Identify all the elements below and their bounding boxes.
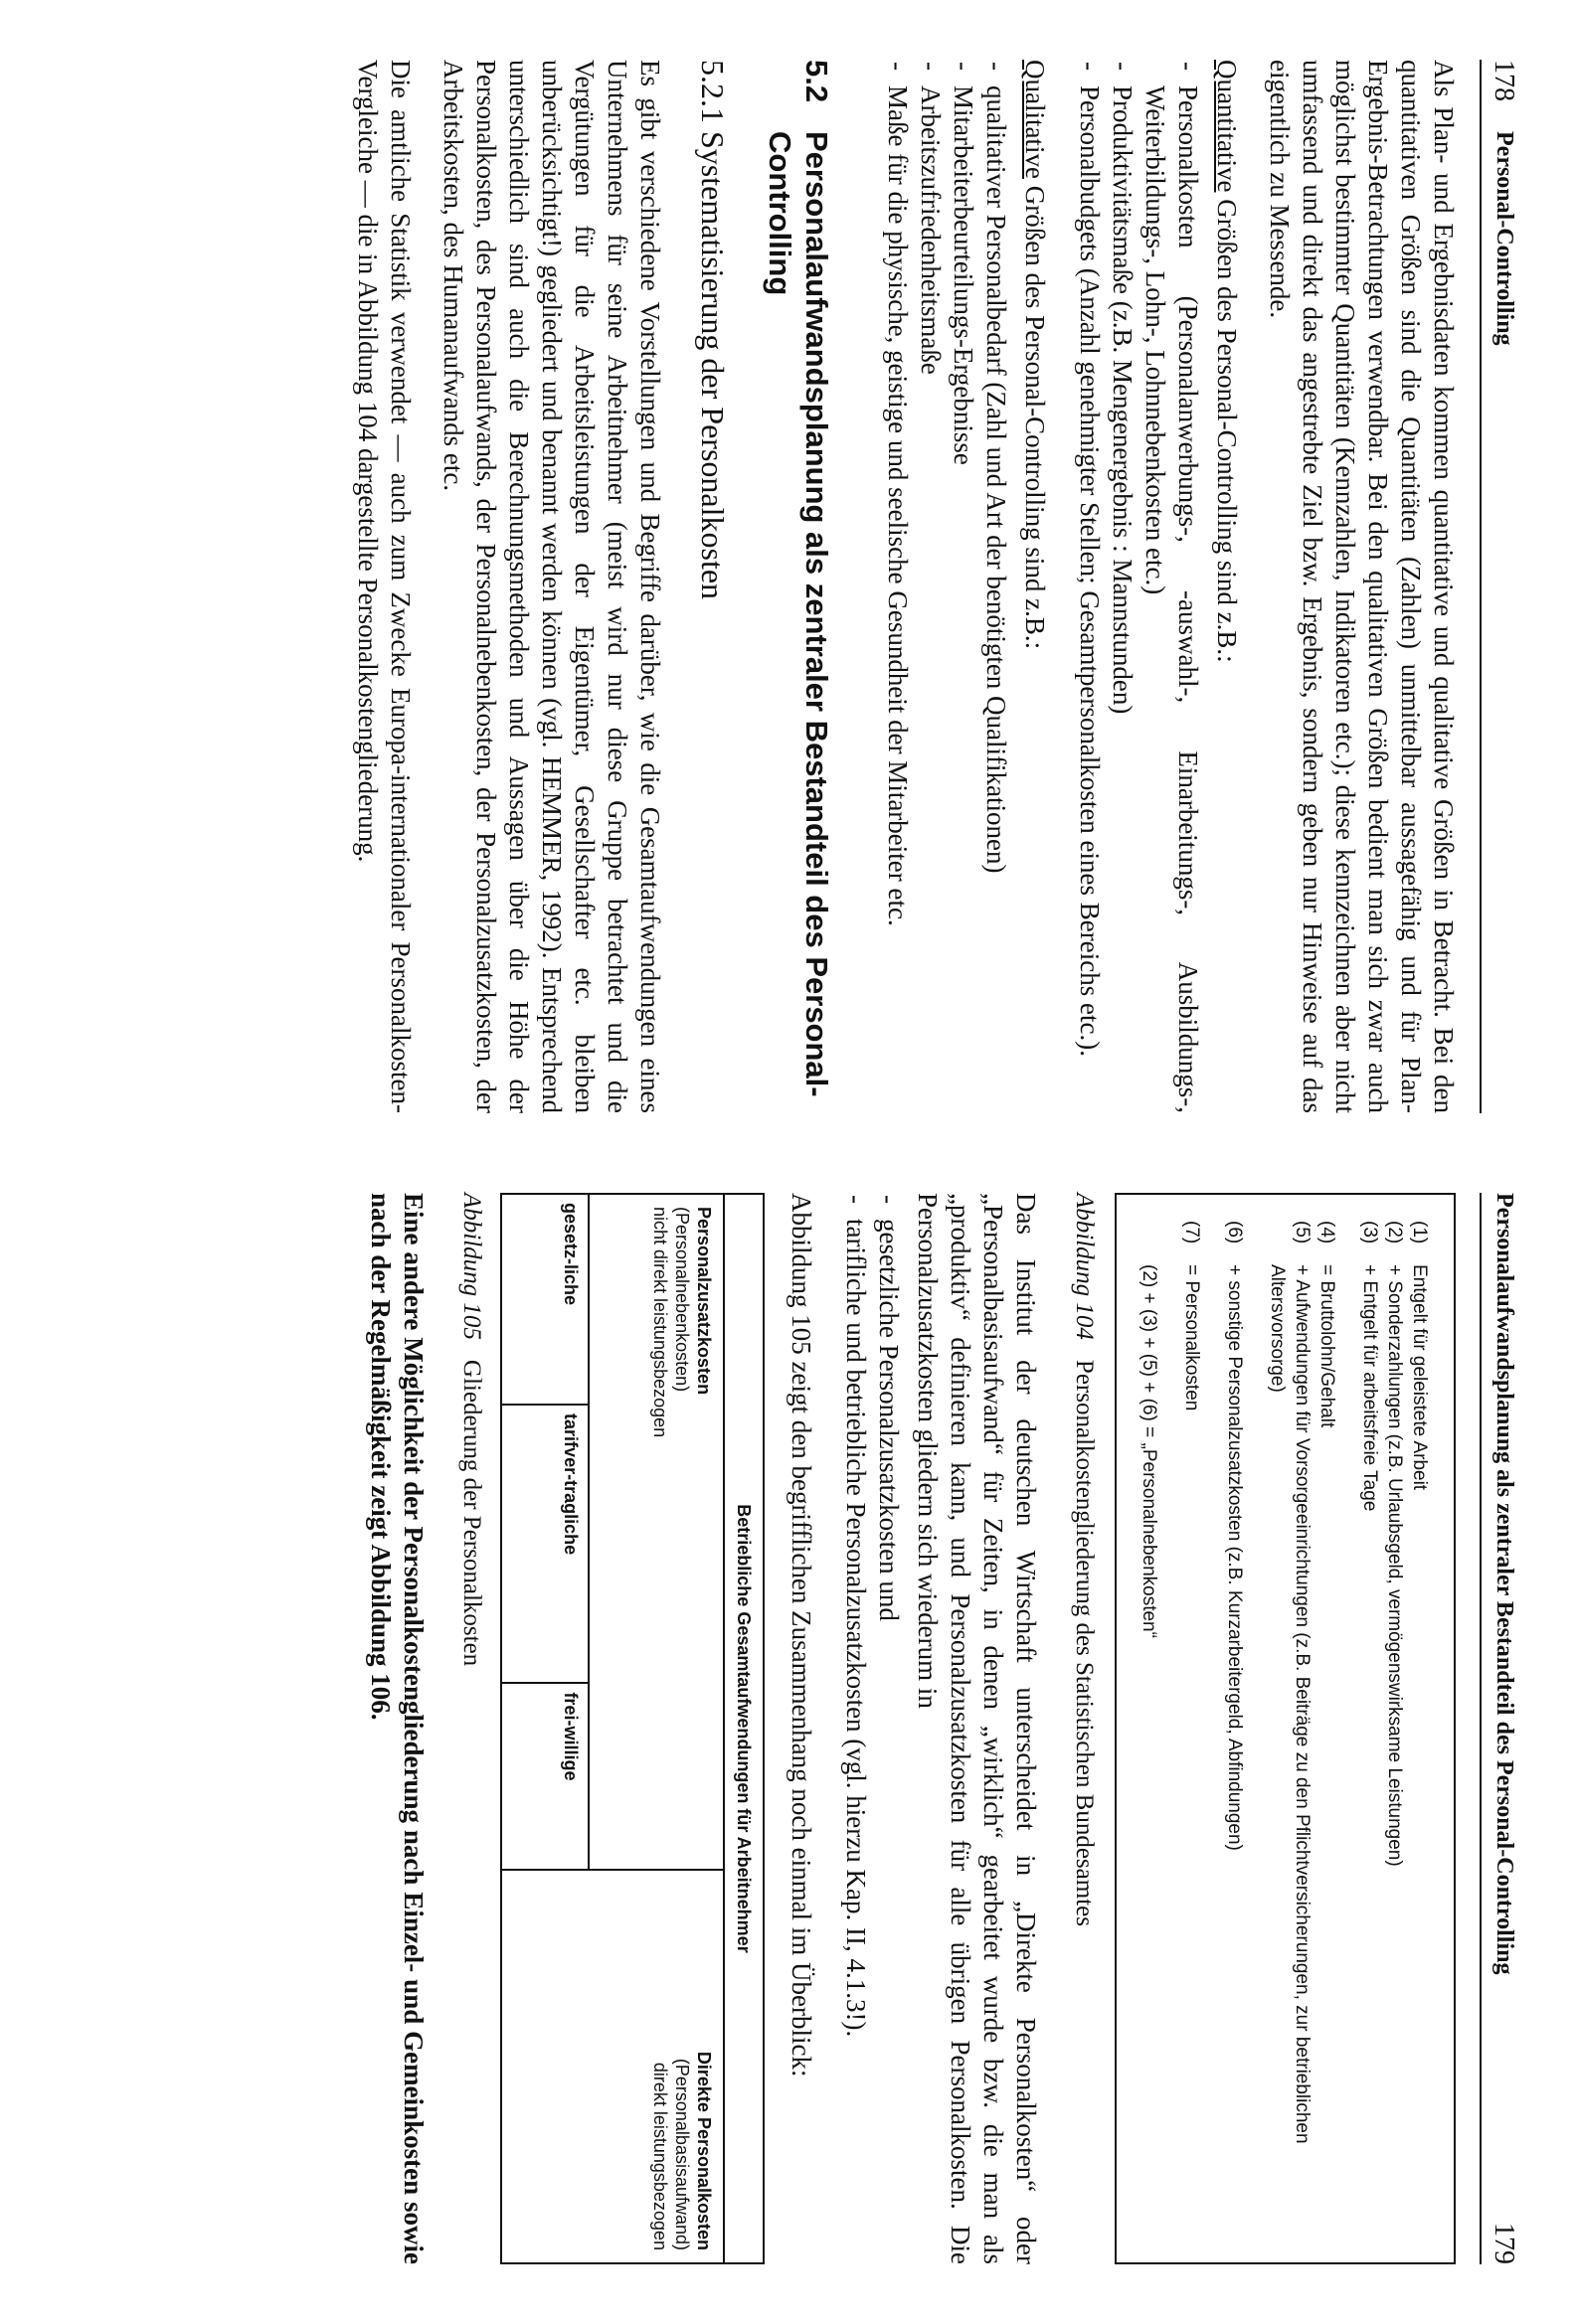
row-number: (7)	[1181, 1221, 1202, 1245]
qualitative-term: Qualitative	[1020, 60, 1050, 179]
row-number: (4)	[1316, 1221, 1337, 1245]
quantitative-term: Quantitative	[1212, 60, 1242, 193]
gesetzliche-cell: gesetz-liche	[501, 1194, 589, 1405]
box-row	[1179, 1221, 1204, 2237]
spacer	[1204, 1221, 1222, 2237]
row-text: + Aufwendungen für Vorsorgeeinrichtungen (z.B. Beiträge zu den Pflichtversicherungen, zur betrieblichen Altersvorsorge)	[1267, 1264, 1313, 2144]
row-number	[1137, 1221, 1161, 1264]
page-body	[331, 60, 1460, 1113]
tarifvertragliche-cell: tarifver-tragliche	[501, 1405, 589, 1683]
quantitative-intro	[1210, 60, 1243, 1113]
body-paragraph: Es gibt verschiedene Vorstellungen und Begriffe darüber, wie die Gesamtaufwendungen eines Unternehmens für seine Arbeitnehmer (meist wird nur diese Gruppe betrachtet und die Vergütungen für die Arbeitsleistungen der Eigentümer, Gesellschafter etc. bleiben unberücksichtigt!) gegliedert und benannt werden können (vgl. HEMMER, 1992). Entsprechend unterschiedlich sind auch die Berechnungsmethoden und Aussagen über die Höhe der Personalkosten, des Personalaufwands, der Personalnebenkosten, der Personalzusatzkosten, der Arbeitskosten, des Humanaufwands etc.	[438, 60, 665, 1113]
cell-note: direkt leistungsbezogen	[650, 2062, 670, 2250]
running-head: Personal-Controlling	[1491, 131, 1517, 346]
caption-text: Personalkostengliederung des Statistischen Bundesamtes	[1071, 1359, 1098, 1926]
list-item: - Maße für die physische, geistige und seelische Gesundheit der Mitarbeiter etc.	[881, 60, 914, 1113]
cell-subheading: (Personalbasisaufwand)	[672, 2058, 692, 2250]
table-title: Betriebliche Gesamtaufwendungen für Arbeitnehmer	[724, 1194, 764, 2263]
section-title: Personalaufwandsplanung als zentraler Bestandteil des Personal-Controlling	[763, 131, 834, 1097]
direkte-personalkosten-cell	[501, 1870, 724, 2263]
body-paragraph: Abbildung 105 zeigt den begrifflichen Zusammenhang noch einmal im Überblick:	[787, 1193, 816, 2077]
figure-104-caption	[1068, 1193, 1101, 2264]
freiwillige-cell: frei-willige	[501, 1683, 589, 1869]
qualitative-intro	[1018, 60, 1051, 1113]
section-number: 5.2	[799, 60, 834, 103]
list-item: - Personalbudgets (Anzahl genehmigter Stellen; Gesamtpersonalkosten eines Bereichs etc.).	[1073, 60, 1106, 1113]
cell-subheading: (Personalnebenkosten)	[672, 1207, 692, 1393]
list-item: - qualitativer Personalbedarf (Zahl und Art der benötigten Qualifikationen)	[979, 60, 1012, 1113]
row-text: = Bruttolohn/Gehalt	[1316, 1264, 1337, 1428]
spacer	[1247, 1221, 1265, 2237]
caption-text: Gliederung der Personalkosten	[458, 1359, 485, 1667]
row-text: (2) + (3) + (5) + (6) = „Personalnebenkosten“	[1139, 1264, 1159, 1638]
cell-note: nicht direkt leistungsbezogen	[650, 1207, 670, 1438]
subsection-number: 5.2.1	[695, 60, 731, 123]
list-item: - Arbeitszufriedenheitsmaße	[914, 60, 947, 1113]
row-text: + Entgelt für arbeitsfreie Tage	[1359, 1264, 1380, 1512]
list-item: - Produktivitätsmaße (z.B. Mengenergebnis : Mannstunden)	[1106, 60, 1139, 1113]
row-number: (6)	[1224, 1221, 1245, 1245]
running-head: Personalaufwandsplanung als zentraler Bestandteil des Personal-Controlling	[1491, 1193, 1517, 1975]
cell-heading: Direkte Personalkosten	[694, 2051, 714, 2250]
figure-105-caption	[455, 1193, 488, 2264]
page-number: 179	[1489, 2223, 1519, 2264]
intro-paragraph: Als Plan- und Ergebnisdaten kommen quantitative und qualitative Größen in Betracht. Bei den quantitativen Größen sind die Quantitäten (Zahlen) unmittelbar aussagefähig und für Plan-Ergebnis-Betrachtungen verwendbar. Bei den qualitativen Größen bedient man sich zwar auch möglichst bestimmter Quantitäten (Kennzahlen, Indikatoren etc.); diese kennzeichnen aber nicht umfassend und direkt das angestrebte Ziel bzw. Ergebnis, sondern geben nur Hinweise auf das eigentlich zu Messende.	[1265, 60, 1459, 1113]
row-text: Entgelt für geleistete Arbeit	[1409, 1264, 1430, 1491]
box-row	[1222, 1221, 1247, 2237]
row-text: = Personalkosten	[1181, 1264, 1202, 1411]
list-item: - Mitarbeiterbeurteilungs-Ergebnisse	[947, 60, 979, 1113]
row-number: (5)	[1292, 1221, 1313, 1245]
box-row	[1314, 1221, 1339, 2237]
page-header	[1480, 60, 1527, 1113]
list-item: - Personalkosten (Personalanwerbungs-, -auswahl-, Einarbeitungs-, Ausbildungs-, Weiterbildungs-, Lohn-, Lohnnebenkosten etc.)	[1139, 60, 1204, 1113]
cell-heading: Personalzusatzkosten	[694, 1207, 714, 1396]
row-text: + sonstige Personalzusatzkosten (z.B. Kurzarbeitergeld, Abfindungen)	[1224, 1264, 1245, 1851]
qualitative-list	[881, 60, 1012, 1113]
qualitative-intro-text: Größen des Personal-Controlling sind z.B.:	[1020, 178, 1050, 650]
caption-label: Abbildung 105	[458, 1193, 485, 1340]
box-row	[1137, 1221, 1161, 2237]
list-item: - gesetzliche Personalzusatzkosten und	[872, 1193, 905, 2264]
zusatzkosten-list	[839, 1193, 905, 2264]
page-body	[344, 1193, 1460, 2264]
right-page	[0, 1193, 1577, 2264]
left-page	[0, 60, 1577, 1113]
row-text: + Sonderzahlungen (z.B. Urlaubsgeld, vermögenswirksame Leistungen)	[1384, 1264, 1405, 1867]
box-row	[1265, 1221, 1314, 2237]
body-paragraph: Die amtliche Statistik verwendet — auch zum Zwecke Europa-internationaler Personalkosten-Vergleiche — die in Abbildung 104 dargestellte Personalkostengliederung.	[353, 60, 416, 1113]
subsection-heading	[694, 60, 732, 1113]
figure-104-box	[1115, 1193, 1456, 2264]
spacer	[1339, 1221, 1357, 2237]
row-number: (3)	[1359, 1221, 1380, 1245]
row-number: (2)	[1384, 1221, 1405, 1245]
personalzusatzkosten-cell	[589, 1194, 724, 1870]
box-row	[1357, 1221, 1382, 2237]
section-heading	[762, 60, 835, 1113]
page-number: 178	[1489, 60, 1519, 101]
spacer	[1161, 1221, 1179, 2237]
row-number: (1)	[1409, 1221, 1430, 1245]
caption-label: Abbildung 104	[1071, 1193, 1098, 1340]
figure-105-table	[500, 1193, 765, 2264]
body-paragraph: Eine andere Möglichkeit der Personalkostengliederung nach Einzel- und Gemeinkosten sowie nach der Regelmäßigkeit zeigt Abbildung 106.	[366, 1193, 429, 2264]
body-paragraph: Das Institut der deutschen Wirtschaft unterscheidet in „Direkte Personalkosten“ oder „Personalbasisaufwand“ für Zeiten, in denen „wirklich“ gearbeitet wurde bzw. die man als „produktiv“ definieren kann, und Personalzusatzkosten für alle übrigen Personalkosten. Die Personalzusatzkosten gliedern sich wiederum in	[913, 1193, 1041, 2264]
list-item: - tarifliche und betriebliche Personalzusatzkosten (vgl. hierzu Kap. II, 4.1.3!).	[839, 1193, 872, 2264]
box-row	[1382, 1221, 1407, 2237]
subsection-title: Systematisierung der Personalkosten	[695, 131, 731, 600]
quantitative-list	[1073, 60, 1204, 1113]
box-row	[1407, 1221, 1432, 2237]
quantitative-intro-text: Größen des Personal-Controlling sind z.B.:	[1212, 192, 1242, 663]
page-header	[1480, 1193, 1527, 2264]
